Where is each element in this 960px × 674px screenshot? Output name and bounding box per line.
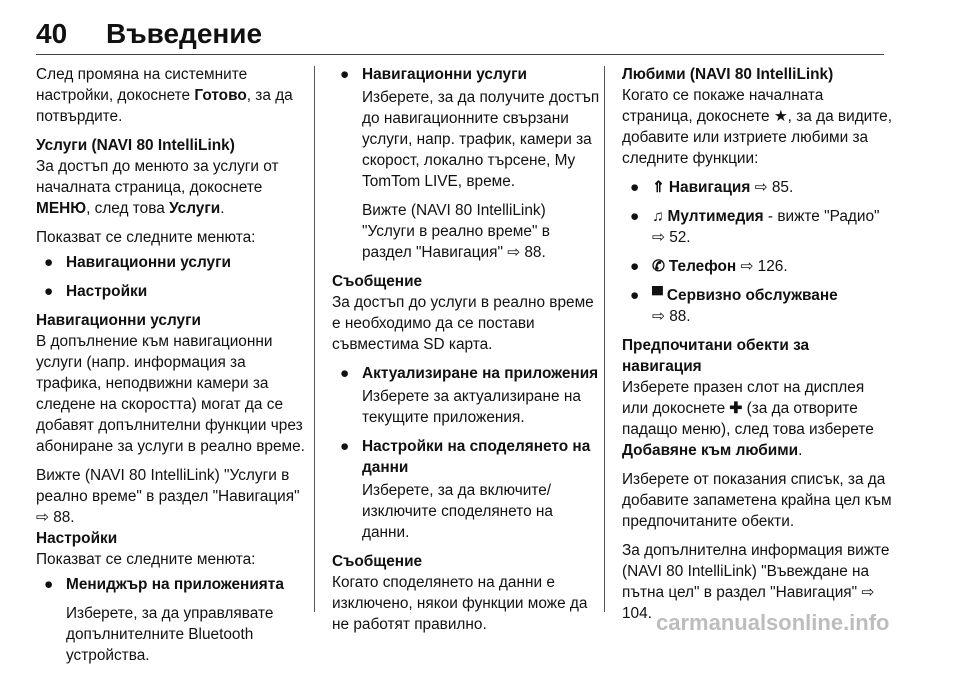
paragraph-favourites: Когато се покаже началната страница, докоснете ★, за да видите, добавите или изтриете любими за следните функции: bbox=[622, 87, 892, 167]
list-item: ● Навигационни услуги bbox=[44, 254, 231, 271]
page-header bbox=[36, 18, 926, 58]
page-ref-icon: ⇨ bbox=[36, 509, 49, 526]
multimedia-icon: ♫ bbox=[652, 208, 664, 225]
column-divider-1 bbox=[314, 66, 315, 612]
note-data-sharing: Когато споделянето на данни е изключено, някои функции може да не работят правилно. bbox=[332, 574, 588, 633]
bullet-icon: ● bbox=[340, 438, 350, 455]
page-ref-icon: ⇨ bbox=[652, 229, 665, 246]
page-ref-icon: ⇨ bbox=[754, 179, 768, 196]
bullet-icon: ● bbox=[44, 576, 54, 593]
heading-settings: Настройки bbox=[36, 530, 118, 547]
list-item: ● ♫ Мултимедия - вижте "Радио" ⇨ 52. bbox=[630, 208, 880, 246]
paragraph-more-info: За допълнителна информация вижте (NAVI 80 IntelliLink) "Въвеждане на пътна цел" в раздел "Навигация" ⇨ 104. bbox=[622, 542, 890, 622]
paragraph-add-favourite: Изберете празен слот на дисплея или докоснете ✚ (за да отворите падащо меню), след това изберете Добавяне към любими. bbox=[622, 379, 874, 459]
heading-navigation-services: Навигационни услуги bbox=[36, 312, 201, 329]
paragraph-system-settings: След промяна на системните настройки, докоснете Готово, за да потвърдите. bbox=[36, 66, 293, 125]
heading-note: Съобщение bbox=[332, 273, 423, 290]
column-2 bbox=[332, 64, 602, 643]
page-ref-icon: ⇨ bbox=[652, 308, 665, 325]
paragraph-nav-reference: Вижте (NAVI 80 IntelliLink) "Услуги в реално време" в раздел "Навигация" ⇨ 88. bbox=[36, 467, 300, 526]
app-manager-description: Изберете, за да управлявате допълнителните Bluetooth устройства. bbox=[66, 605, 274, 664]
list-item: ● Навигационни услуги bbox=[340, 66, 527, 83]
nav-services-list bbox=[332, 64, 602, 85]
list-item: ● Мениджър на приложенията bbox=[44, 576, 284, 593]
paragraph-menus: Показват се следните менюта: bbox=[36, 229, 256, 246]
bullet-icon: ● bbox=[44, 283, 54, 300]
heading-note: Съобщение bbox=[332, 553, 423, 570]
update-apps-list bbox=[332, 363, 602, 384]
watermark: carmanualsonline.info bbox=[656, 610, 890, 635]
note-sd-card: За достъп до услуги в реално време е необходимо да се постави съвместима SD карта. bbox=[332, 294, 594, 353]
bullet-icon: ● bbox=[630, 287, 640, 304]
update-apps-description: Изберете за актуализиране на текущите приложения. bbox=[362, 388, 581, 426]
data-sharing-description: Изберете, за да включите/изключите споделянето на данни. bbox=[362, 482, 553, 541]
page-number: 40 bbox=[36, 18, 68, 49]
data-sharing-list bbox=[332, 436, 602, 478]
page-ref-icon: ⇨ bbox=[861, 584, 875, 601]
heading-favourites: Любими (NAVI 80 IntelliLink) bbox=[622, 66, 834, 83]
nav-services-reference: Вижте (NAVI 80 IntelliLink) "Услуги в реално време" в раздел "Навигация" ⇨ 88. bbox=[362, 202, 550, 261]
bullet-icon: ● bbox=[44, 254, 54, 271]
bullet-icon: ● bbox=[630, 208, 640, 225]
navigation-icon: ⇑ bbox=[652, 179, 665, 196]
list-item: ● ⇑ Навигация ⇨ 85. bbox=[630, 179, 794, 196]
list-item: ● ✆ Телефон ⇨ 126. bbox=[630, 258, 788, 275]
column-1 bbox=[36, 64, 306, 674]
bullet-icon: ● bbox=[340, 365, 350, 382]
plus-icon: ✚ bbox=[729, 400, 743, 417]
done-term: Готово bbox=[194, 87, 247, 104]
list-item: ● Настройки bbox=[44, 283, 148, 300]
paragraph-select-list: Изберете от показания списък, за да добавите запаметена крайна цел към предпочитаните обекти. bbox=[622, 471, 892, 530]
column-3 bbox=[622, 64, 892, 632]
heading-preferred-destinations: Предпочитани обекти за навигация bbox=[622, 337, 810, 375]
paragraph-services-access: За достъп до менюто за услуги от началната страница, докоснете МЕНЮ, след това Услуги. bbox=[36, 158, 279, 217]
heading-services: Услуги (NAVI 80 IntelliLink) bbox=[36, 137, 235, 154]
list-item: ● Актуализиране на приложения bbox=[340, 365, 599, 382]
section-title: Въведение bbox=[106, 18, 263, 49]
column-divider-2 bbox=[604, 66, 605, 612]
phone-icon: ✆ bbox=[652, 258, 665, 275]
settings-menu-list bbox=[36, 574, 306, 595]
paragraph-nav-services: В допълнение към навигационни услуги (напр. информация за трафика, неподвижни камери за следене на скоростта) могат да се добавят допълнителни функции чрез абониране за услуги в реално време. bbox=[36, 333, 305, 455]
bullet-icon: ● bbox=[630, 179, 640, 196]
page-ref-icon: ⇨ bbox=[740, 258, 754, 275]
bullet-icon: ● bbox=[630, 258, 640, 275]
header-rule bbox=[36, 54, 884, 55]
list-item: ● ▀ Сервизно обслужване ⇨ 88. bbox=[630, 287, 838, 325]
favourites-list bbox=[622, 177, 892, 327]
page-ref-icon: ⇨ bbox=[507, 244, 521, 261]
service-icon: ▀ bbox=[652, 287, 663, 304]
paragraph-settings-menus: Показват се следните менюта: bbox=[36, 551, 256, 568]
nav-services-description: Изберете, за да получите достъп до навигационните свързани услуги, напр. трафик, камери за скорост, локално търсене, My TomTom LIVE, време. bbox=[362, 89, 600, 190]
bullet-icon: ● bbox=[340, 66, 350, 83]
list-item: ● Настройки на споделянето на данни bbox=[340, 438, 591, 476]
star-icon: ★ bbox=[773, 108, 788, 125]
services-menu-list bbox=[36, 252, 306, 302]
